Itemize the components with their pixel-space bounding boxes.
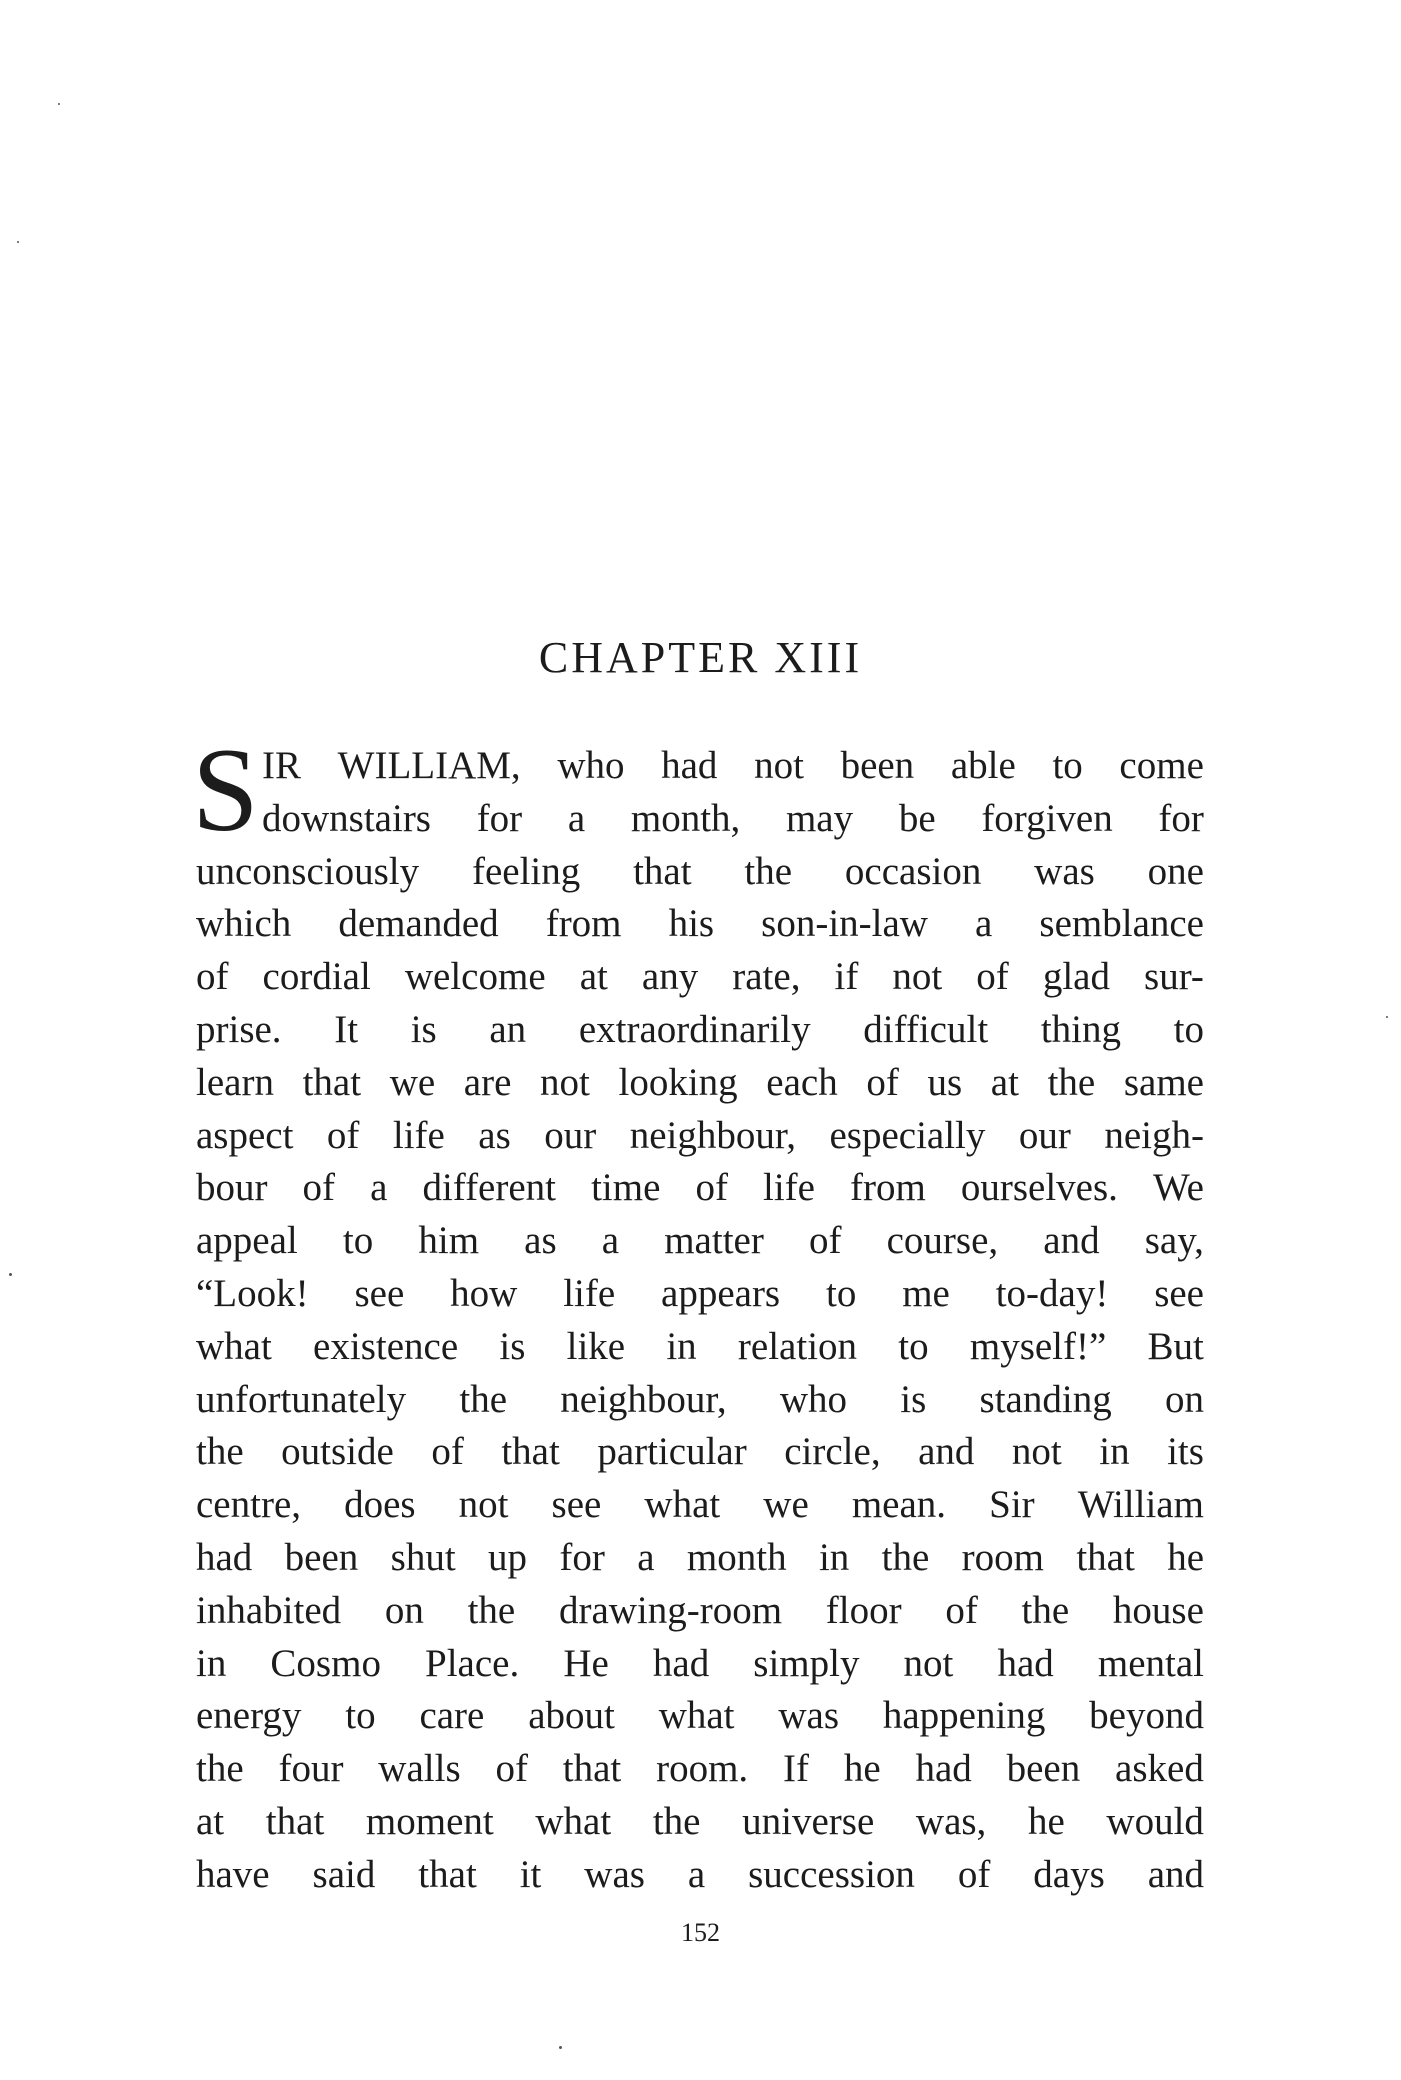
scan-speck: [1386, 1016, 1388, 1018]
text-line: aspect of life as our neighbour, especially our neigh-: [196, 1113, 1204, 1157]
page-number: 152: [681, 1918, 720, 1947]
text-line: appeal to him as a matter of course, and say,: [196, 1219, 1204, 1263]
text-line: have said that it was a succession of days and: [196, 1852, 1204, 1896]
text-line: the four walls of that room. If he had been asked: [196, 1747, 1204, 1791]
text-line: the outside of that particular circle, and not in its: [196, 1430, 1204, 1474]
text-line: at that moment what the universe was, he would: [196, 1799, 1204, 1843]
text-line: what existence is like in relation to myself!” But: [196, 1324, 1204, 1368]
scan-speck: [9, 1273, 12, 1276]
text-line: inhabited on the drawing-room floor of the house: [196, 1588, 1204, 1632]
drop-cap: S: [192, 723, 259, 856]
text-line: learn that we are not looking each of us at the same: [196, 1060, 1204, 1104]
text-line: energy to care about what was happening beyond: [196, 1694, 1204, 1738]
text-line: centre, does not see what we mean. Sir William: [196, 1483, 1204, 1527]
scan-speck: [17, 241, 19, 243]
text-line: IR WILLIAM, who had not been able to come: [262, 744, 1204, 787]
text-line: had been shut up for a month in the room that he: [196, 1535, 1204, 1579]
text-line: downstairs for a month, may be forgiven for: [262, 796, 1204, 840]
chapter-heading: CHAPTER XIII: [538, 633, 863, 682]
text-line: unconsciously feeling that the occasion was one: [196, 849, 1204, 893]
text-line: of cordial welcome at any rate, if not of glad sur-: [196, 955, 1204, 999]
scan-speck: [58, 103, 60, 105]
text-line: “Look! see how life appears to me to-day! see: [196, 1271, 1204, 1315]
text-line: prise. It is an extraordinarily difficult thing to: [196, 1007, 1204, 1051]
text-line: in Cosmo Place. He had simply not had mental: [196, 1641, 1204, 1685]
text-line: bour of a different time of life from ourselves. We: [196, 1166, 1204, 1210]
text-line: unfortunately the neighbour, who is standing on: [196, 1377, 1204, 1421]
text-line: which demanded from his son-in-law a semblance: [196, 902, 1204, 946]
chapter-text: [192, 723, 1204, 1902]
scan-speck: [559, 2046, 562, 2049]
